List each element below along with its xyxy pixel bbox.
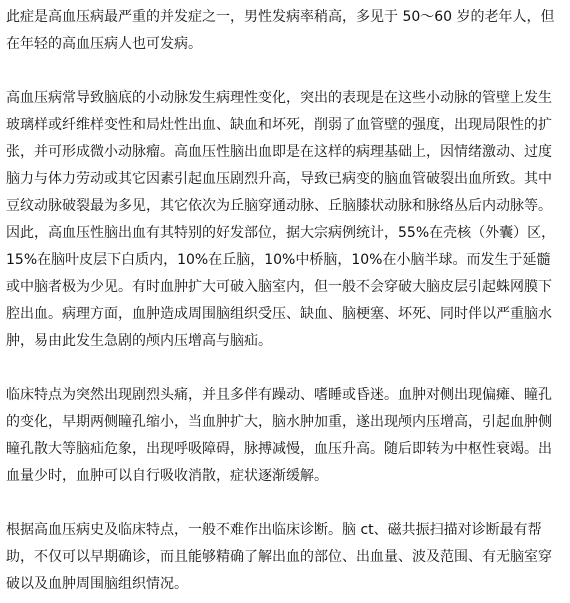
paragraph-spacer (6, 355, 564, 382)
paragraph-clinical-features: 临床特点为突然出现剧烈头痛，并且多伴有躁动、嗜睡或昏迷。血肿对侧出现偏瘫、瞳孔的变化，早期两侧瞳孔缩小，当血肿扩大，脑水肿加重，遂出现颅内压增高，引起血肿侧瞳孔散大等脑疝危象，出现呼吸障碍，脉搏减慢，血压升高。随后即转为中枢性衰竭。出血量少时，血肿可以自行吸收消散，症状逐渐缓解。 (6, 387, 552, 484)
paragraph-pathology: 高血压病常导致脑底的小动脉发生病理性变化，突出的表现是在这些小动脉的管壁上发生玻璃样或纤维样变性和局灶性出血、缺血和坏死，削弱了血管壁的强度，出现局限性的扩张，并可形成微小动脉瘤。高血压性脑出血即是在这样的病理基础上，因情绪激动、过度脑力与体力劳动或其它因素引起血压剧烈升高，导致已病变的脑血管破裂出血所致。其中豆纹动脉破裂最为多见，其它依次为丘脑穿通动脉、丘脑膝状动脉和脉络丛后内动脉等。因此，高血压性脑出血有其特别的好发部位，据大宗病例统计，55%在壳核（外囊）区，15%在脑叶皮层下白质内，10%在丘脑，10%中桥脑，10%在小脑半球。而发生于延髓或中脑者极为少见。有时血肿扩大可破入脑室内，但一般不会穿破大脑皮层引起蛛网膜下腔出血。病理方面，血肿造成周围脑组织受压、缺血、脑梗塞、坏死、同时伴以严重脑水肿，易由此发生急剧的颅内压增高与脑疝。 (6, 90, 556, 349)
paragraph-spacer (6, 490, 564, 517)
paragraph-intro: 此症是高血压病最严重的并发症之一，男性发病率稍高，多见于 50～60 岁的老年人，但在年轻的高血压病人也可发病。 (6, 9, 555, 52)
paragraph-spacer (6, 58, 564, 85)
paragraph-diagnosis: 根据高血压病史及临床特点，一般不难作出临床诊断。脑 ct、磁共振扫描对诊断最有帮助，不仅可以早期确诊，而且能够精确了解出血的部位、出血量、波及范围、有无脑室穿破以及血肿周围脑组织情况。 (6, 522, 552, 592)
